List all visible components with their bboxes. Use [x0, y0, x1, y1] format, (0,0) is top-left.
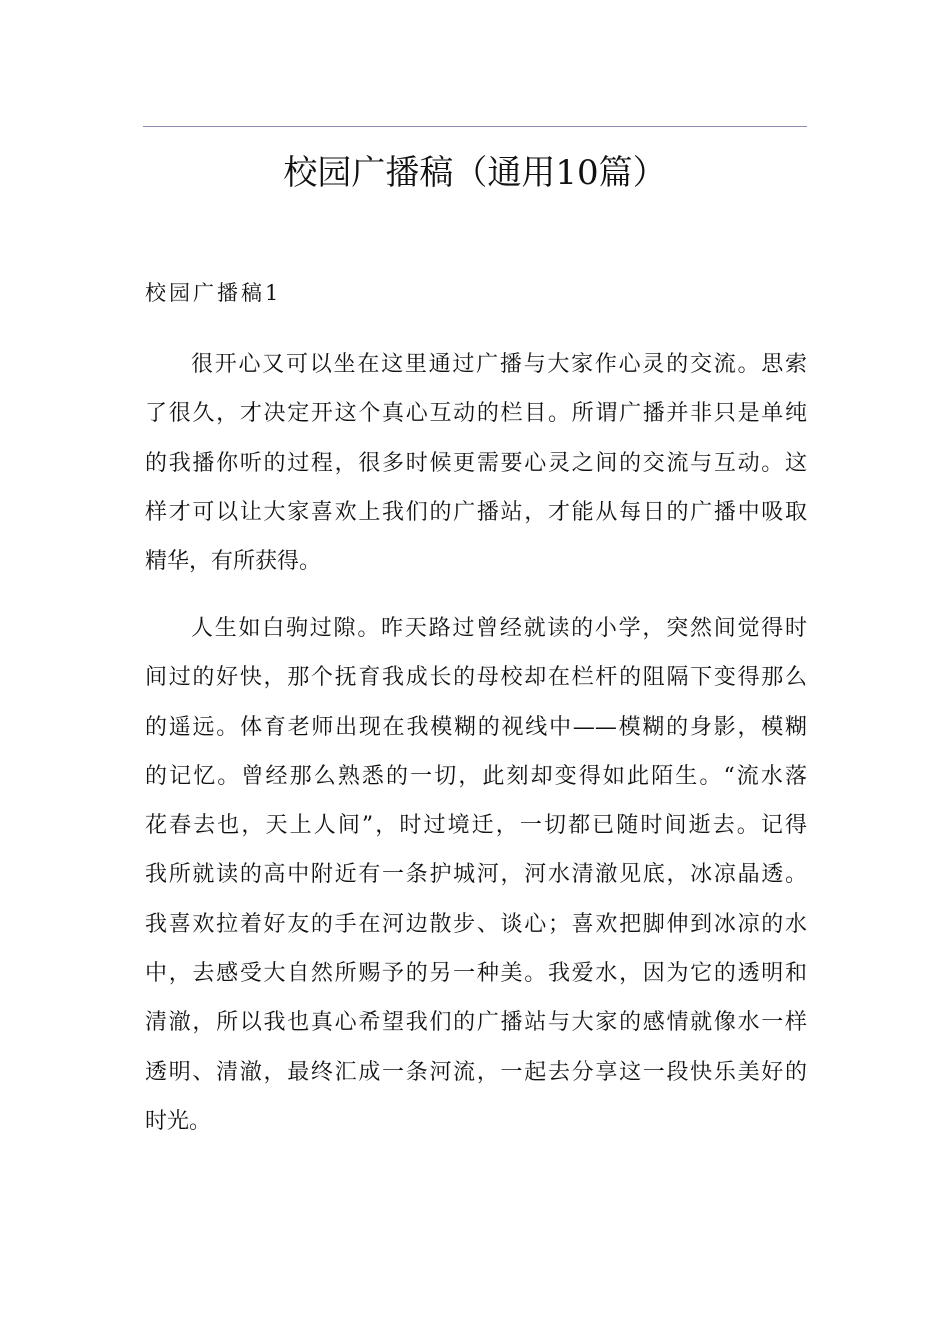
paragraph-line: 样才可以让大家喜欢上我们的广播站，才能从每日的广播中吸取: [145, 499, 807, 525]
paragraph-line: 的遥远。体育老师出现在我模糊的视线中——模糊的身影，模糊: [145, 714, 807, 740]
paragraph-line: 的我播你听的过程，很多时候更需要心灵之间的交流与互动。这: [145, 450, 807, 476]
paragraph-line: 时光。: [145, 1108, 212, 1134]
document-title: 校园广播稿（通用10篇）: [283, 153, 667, 193]
paragraph-1: [145, 340, 807, 586]
header-rule: [143, 126, 807, 127]
paragraph-line: 的记忆。曾经那么熟悉的一切，此刻却变得如此陌生。“流水落: [145, 763, 807, 789]
paragraph-line: 透明、清澈，最终汇成一条河流，一起去分享这一段快乐美好的: [145, 1059, 807, 1085]
paragraph-line: 我所就读的高中附近有一条护城河，河水清澈见底，冰凉晶透。: [145, 862, 807, 888]
paragraph-line: 我喜欢拉着好友的手在河边散步、谈心；喜欢把脚伸到冰凉的水: [145, 911, 807, 937]
paragraph-line: 很开心又可以坐在这里通过广播与大家作心灵的交流。思索: [191, 352, 807, 377]
paragraph-line: 了很久，才决定开这个真心互动的栏目。所谓广播并非只是单纯: [145, 401, 807, 427]
paragraph-line: 花春去也，天上人间”，时过境迁，一切都已随时间逝去。记得: [145, 813, 807, 839]
paragraph-line: 中，去感受大自然所赐予的另一种美。我爱水，因为它的透明和: [145, 961, 807, 987]
paragraph-line: 人生如白驹过隙。昨天路过曾经就读的小学，突然间觉得时: [191, 616, 807, 641]
paragraph-line: 间过的好快，那个抚育我成长的母校却在栏杆的阻隔下变得那么: [145, 665, 807, 691]
paragraph-2: [145, 604, 807, 1146]
paragraph-line: 清澈，所以我也真心希望我们的广播站与大家的感情就像水一样: [145, 1010, 807, 1036]
section-heading: 校园广播稿1: [145, 281, 282, 305]
paragraph-line: 精华，有所获得。: [145, 549, 322, 575]
